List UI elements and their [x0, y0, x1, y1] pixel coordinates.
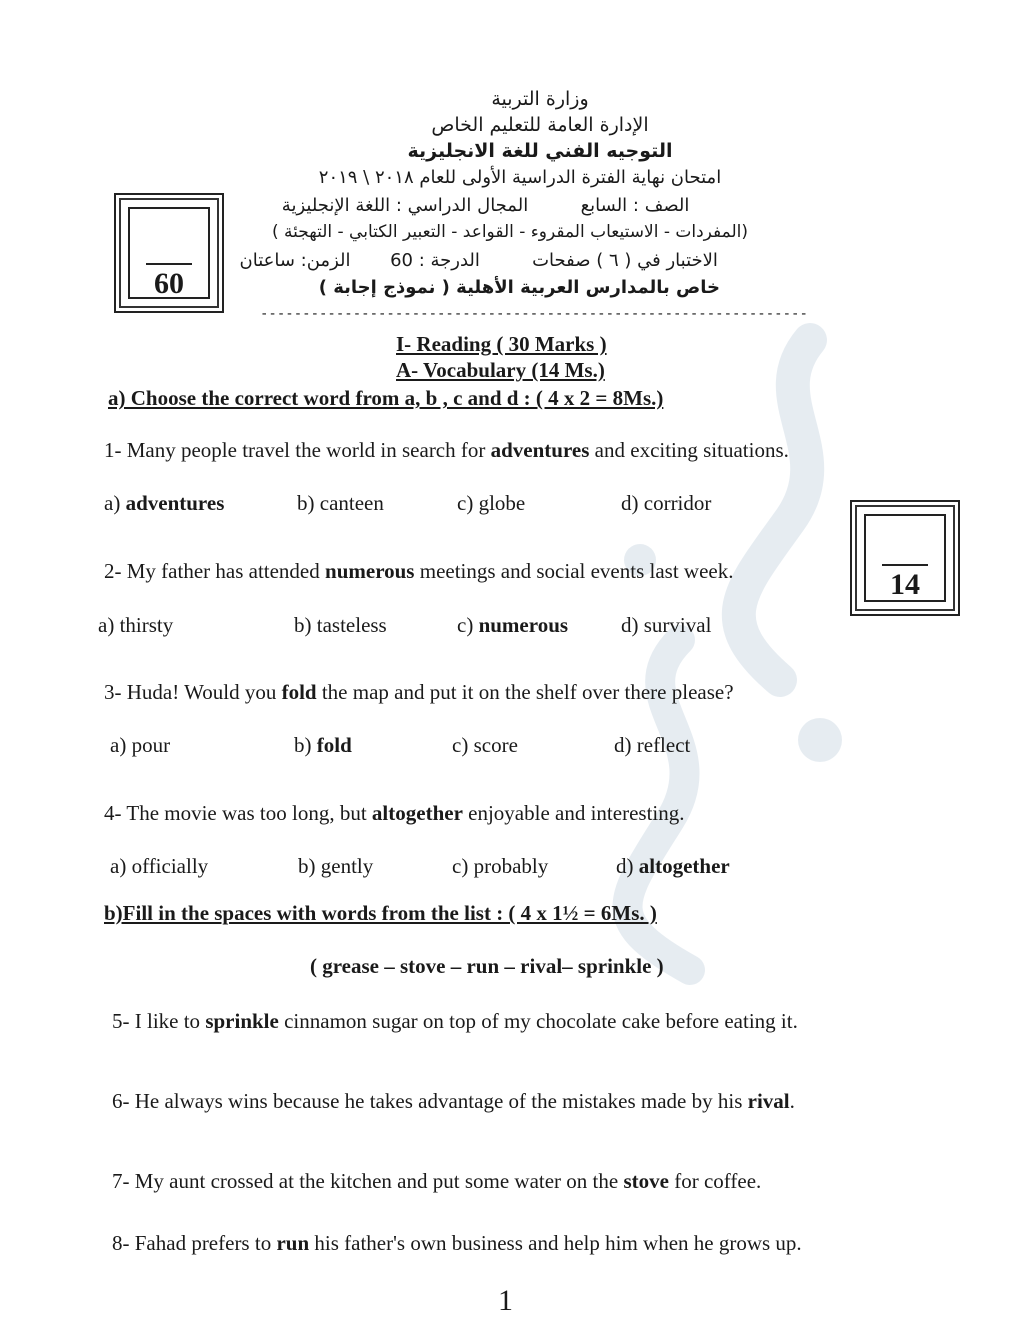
total-score: 60: [154, 267, 184, 300]
answer-word: rival: [747, 1089, 790, 1113]
header-subject: المجال الدراسي : اللغة الإنجليزية: [281, 195, 529, 216]
header-administration: الإدارة العامة للتعليم الخاص: [431, 114, 649, 136]
option-4b: b) gently: [298, 854, 374, 878]
option-1b: b) canteen: [297, 491, 384, 515]
option-3c: c) score: [452, 733, 518, 757]
question-1: 1- Many people travel the world in search for adventures and exciting situations.: [104, 438, 789, 462]
header-school-note: خاص بالمدارس العربية الأهلية ( نموذج إجابة ): [318, 277, 720, 298]
header-marks: الدرجة : 60: [390, 250, 480, 271]
section-title: I- Reading ( 30 Marks ): [396, 332, 607, 356]
answer-word: stove: [623, 1169, 669, 1193]
option-3a: a) pour: [110, 733, 171, 757]
answer-word: run: [276, 1231, 310, 1255]
fill-question-5: 5- I like to sprinkle cinnamon sugar on top of my chocolate cake before eating it.: [112, 1009, 798, 1033]
question-4: 4- The movie was too long, but altogether enjoyable and interesting.: [104, 801, 685, 825]
option-2d: d) survival: [621, 613, 712, 637]
option-2c: c) numerous: [457, 613, 569, 637]
section-subtitle: A- Vocabulary (14 Ms.): [396, 358, 605, 382]
header-grade: الصف : السابع: [580, 195, 690, 216]
watermark-stamp: [560, 320, 890, 1000]
answer-word: numerous: [325, 559, 415, 583]
score-blank-line: [882, 564, 929, 566]
option-4a: a) officially: [110, 854, 209, 878]
option-1a: a) adventures: [104, 491, 225, 515]
option-4c: c) probably: [452, 854, 549, 878]
answer-word: altogether: [371, 801, 463, 825]
option-2b: b) tasteless: [294, 613, 387, 637]
option-3d: d) reflect: [614, 733, 691, 757]
total-score-box: [114, 193, 224, 313]
header-divider: -----------------------------------------------------------------: [260, 306, 808, 322]
header-ministry: وزارة التربية: [491, 88, 589, 110]
answer-word: adventures: [490, 438, 590, 462]
answer-word: fold: [281, 680, 317, 704]
page-number: 1: [498, 1284, 513, 1317]
option-1d: d) corridor: [621, 491, 712, 515]
section-score: 14: [890, 568, 920, 601]
answer-word: sprinkle: [205, 1009, 279, 1033]
fill-question-7: 7- My aunt crossed at the kitchen and put some water on the stove for coffee.: [112, 1169, 762, 1193]
option-3b: b) fold: [294, 733, 352, 757]
header-components: (المفردات - الاستيعاب المقروء - القواعد - التعبير الكتابي - التهجئة ): [271, 222, 748, 242]
part-a-instruction: a) Choose the correct word from a, b , c and d : ( 4 x 2 = 8Ms.): [108, 386, 664, 410]
part-b-instruction: b)Fill in the spaces with words from the list : ( 4 x 1½ = 6Ms. ): [104, 901, 657, 925]
fill-question-8: 8- Fahad prefers to run his father's own business and help him when he grows up.: [112, 1231, 802, 1255]
question-2: 2- My father has attended numerous meetings and social events last week.: [104, 559, 734, 583]
option-4d: d) altogether: [616, 854, 730, 878]
fill-question-6: 6- He always wins because he takes advantage of the mistakes made by his rival.: [112, 1089, 795, 1113]
word-list: ( grease – stove – run – rival– sprinkle ): [310, 954, 664, 978]
header-exam-title: امتحان نهاية الفترة الدراسية الأولى للعام ٢٠١٨ \ ٢٠١٩: [318, 167, 722, 188]
header-time: الزمن: ساعتان: [239, 250, 351, 271]
section-score-box: [850, 500, 960, 616]
header-pages: الاختبار في ( ٦ ) صفحات: [532, 250, 718, 271]
header-supervision: التوجيه الفني للغة الانجليزية: [407, 140, 673, 162]
score-blank-line: [146, 263, 193, 265]
question-3: 3- Huda! Would you fold the map and put it on the shelf over there please?: [104, 680, 734, 704]
option-2a: a) thirsty: [98, 613, 174, 637]
option-1c: c) globe: [457, 491, 526, 515]
